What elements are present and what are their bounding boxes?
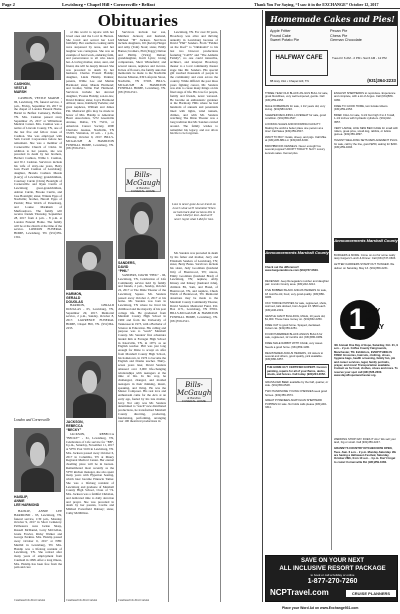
haislip-caption: HAISLIP, ANNIE LEE HARMOND <box>14 495 40 507</box>
page-footer <box>0 604 400 614</box>
page-header <box>0 0 400 9</box>
bakery-ad-phone: (931)364-2233 <box>367 78 396 83</box>
day-of-hope-text: 4th Annual One Day of Hope, Saturday, Oct. 21, 9 a.m. - 2 p.m. Coffee County Fairgrounds, Manchester, TN. Exhibitors, EVERYTHING IS FREE! Groceries, haircuts, clothing, shoes, hygiene bags, health screening, family fun, job and career services, legal, family portraits, prayer, and more! Transportation available. Contact us for food, clothes, shoes and more. To reserve your spot call (931)728-2330. www.dayofhopemanchester.org. <box>334 344 398 378</box>
haislip-obituary-continued: of this world to rejoice with her loved ones and the Lord in Heaven. She loved and served her Lord faithfully. Her southern cooking skills were surpassed by none, and her laughter was contagious. She was an example of hard work, enduring faith, and perseverance to all who knew her. A loving mother, sister, aunt, and friend, she will be deeply missed. She was preceded in death by her husband, Charles Everett Haislip; daughter, Linda Haislip Perkins; parents, Willie Lee and Mamie Harmond; sister, Maude Harmond; and brother, Willie Earl Harmond. Survivors include her devoted daughter, Yvonne Haislip; son-in-law, David Perkins; sister, Joyce Harmond Allison; niece, Kimberly Perkins; and great nephews, William and James Pitt. Memorial gifts may be made in honor of Mrs. Haislip to American Heart Association, 7272 Greenville Avenue, Dallas, TX 75231, or American Cancer Society, 2000 Charlotte Avenue, Nashville, TN 37203. Visitation, 10 a.m. - 1 p.m., Monday, October 9, 2017. BILLS-MCGAUGH & HAMILTON FUNERAL HOME, Lewisburg, TN. (931)359-2521. <box>66 31 114 151</box>
cruise-ad-site: NCPTravel.com <box>270 588 329 597</box>
bakery-ad <box>265 11 398 86</box>
jackson-photo <box>66 356 113 418</box>
classifieds-left-1: THREE YEAR OLD BLACK AN-GUS BULL for sale, great bloodlines, very well tempered, gentle. Call (931)359-2453. MALE DOBERMAN for sale, 1 1/2 years old, very loving. (931)580-0293. SLEEPER RECLINING LOVESEAT for sale, good condition. (931)359-2547. LOOKING SALES AND ROOMING FACILITY. Making the world a better place one person at a time! Call Sales (931)359-0547. WANT TO BUY: Goats, sheep, and pigs. Call Mike at (931)205-8811 or (931)993-3200. BIRCHBROOK KENNELS. Never enough! Ice several puppies? ADOPT TODAY!!! SLCY Luxury kennels sales. Kennel plus. <box>265 92 329 155</box>
publication-name: Lewisburg • Chapel Hill • Cornersville • Belfast <box>62 2 155 7</box>
cruise-ad <box>265 555 398 602</box>
sanders-survivors-text: Mr. Sanders was preceded in death by his father and mother, Jerry and Elizabeth Sanders of Lewisburg, TN; sister, Betty Bates. Survivors include his sister, Judy Goodman (husband Jim) of Brentwood, TN; nieces, Emily Goodman (husband Brad) of Lewisburg, TN; nephew, Abby Kinsey and Kinsey (husband John), children Eli, Sam, and Hazel, of Brentwood, TN, and nephew, Chuck Welch of Brentwood, TN. Memorial donations may be made to the Marshall County Community Theater, David Sanders Memorial Fund, P.O. Box 1171, Lewisburg, TN 37091. BILLS-MCGAUGH & HAMILTON FUNERAL HOME, Lewisburg, TN. (931)359-2521. <box>170 252 218 323</box>
announcements-banner-2: Announcements Marshall County <box>334 238 398 251</box>
column-divider <box>220 30 221 602</box>
cashion-photo <box>14 32 61 80</box>
haislip-photo <box>14 428 61 492</box>
classifieds-right-2: BURGERS & MORE. Come on out for some really tasty burgers! Lunch & Dinner. Call (931)737-0603. LETTER CARRIERS STAMP OUT HUNGER. We deliver on Saturday, May 13. (931)359-2231. <box>334 254 397 270</box>
column-divider <box>116 30 117 602</box>
column-signature: London and Cornersville <box>14 418 51 422</box>
funeral-home-logo: Bills-McGaugh & Hamilton FUNERAL HOME <box>125 168 161 192</box>
jackson-caption: JACKSON, REBECCA “BECKY” <box>66 420 84 432</box>
cashion-caption: CASHION, VESTLE MARSH <box>14 82 31 94</box>
harmon-photo <box>66 241 113 290</box>
continued-note-2: Continued On Next Column <box>66 599 98 602</box>
sanders-obituary-continued: Lewisburg, TN. For over 30 years, Broadway was alive and thriving annually in Lewisburg because of David “Phil” Sanders. From “Fiddler on the Roof” to “Oklahoma” to his last two blowout productions featuring “CATS” and “The Addams Family”, no one could transcribe, architect, and interpret Broadway theater to a local community theater stage like Mr. Sanders. His special gift touched thousands of people in the community and even across the country. While difficult the past three years fighting cancer, Mr. Sanders was able to create many things on his final stage of life. His love for people, family and friends, never wavered. He became an enthusiastic gardener at the Harmony Hills where he had hundreds of annuals and perennials lined with lights, wind tunnels, chimes, and with Mr. Sanders watching The Dixie Theater was a long tradition that Mr. Sanders carried around. The family wishes to remember his legacy, and not allow his life to be forgotten. <box>170 31 218 136</box>
sanders-photo <box>118 197 165 259</box>
column-divider <box>168 30 169 602</box>
footer-text: Place your Word Ad on www.Exchange931.com <box>282 606 359 610</box>
cruise-planners-logo: CRUISE PLANNERS <box>346 590 396 597</box>
bakery-ad-items: Apple Fritter Pecan Pie Pound Cake Chess Pie Sweet Potato Pie German Chocolate <box>270 29 362 43</box>
jackson-obituary-text: JACKSON, REBECCA “BECKY” - 61, Lewisburg, TN, Celebration of Life service for “BB”, 6 p.m., Saturday, November 11, 2017 at VFW Post 5109 in Lewisburg, TN. Mrs. Jackson passed away October 6, 2017 in Columbia, TN at Maury Regional Medical Center. Her eternal dwelling place will be in heaven. Remembered most recently as the VFW kitchen manager, she also spent many years with Hyperion Seating, which later became Pinnacle Tamer. She was a lifelong resident of Lewisburg and graduate of Marshall County High School, Class of '74. Mrs. Jackson was a faithful Christian, and dedicated time to daily devotion and prayer. She was preceded in death by her parents, Cordie and Mildred Porterfield Dabney; sister, Cathy McMillion. <box>66 433 114 515</box>
cruise-ad-line3: to book or call a holiday or online <box>310 573 355 577</box>
cruise-ad-line1: SAVE ON YOUR NEXT <box>300 558 365 564</box>
continued-note-1: Continued On Next Column <box>14 599 46 602</box>
bakery-ad-title: Homemade Cakes and Pies! <box>266 12 398 26</box>
classifieds-right-3: WEDDING SHOP DAY DOES IT ALL! We sell your land, big or small. Call (931)359-0247. GRANNY'S COUNTRY KITCHEN NOW OPEN, Tues.-Sun. 6 a.m. - 2 p.m. Monday-Saturday. We are having a Halloween Festival, Saturday, October 28th, from 10 a.m. - 4 p.m. Don't forget to come! Cornersville Rd. (931)359-1080. <box>334 438 397 464</box>
column-divider <box>64 30 65 602</box>
bakery-ad-address: 88 Hwy 31A • Chapel Hill, TN <box>270 79 309 83</box>
jackson-obituary-continued: Survivors include her son, Matthew Jackson; and husband, Michael “B” Jackson. Survivors include daughters, Jill (Kevin) Harger and Amy (Tom) Stout; sister, Emily Barnes; brothers, Phil (Peggy) Dalton and Phillip (Vicky) Dalton; granddaughter, Karli Lynn; loving companions, Sheri Winnefield; and several nieces, nephews and in-laws. In lieu of flowers, the family asks that memorials be made to the Nashville Rescue Mission, 639 Lafayette Street, Nashville, TN 37203. BILLS-MCGAUGH & HAMILTON FUNERAL HOME, Lewisburg, TN. (931)359-2521. <box>118 31 166 94</box>
cruise-ad-phone: 1-877-270-7260 <box>307 578 358 585</box>
day-of-play-number: 1 <box>348 303 366 336</box>
cruise-ad-line2: ALL INCLUSIVE RESORT PACKAGE <box>279 565 386 572</box>
classifieds-right-1: ENGLISH SHEPHERDS to reproduce. Experience and complete, with a lot of Angus. Call (931)580-0280. FREE TO GOOD HOME, two female kittens. (931)359-2253. BRIEF CALL for sale, 3-1/2 foot high 3 to 4 ft stall, 1-1/2 inches with hydraulic cylinders. (931)422-3557. VERY LARGE, LIKE NEW BED CAGE for small with rollers, great price, small dog, rabbits, or fellow guinea. (931)359-2897. HAVANT WELLDING SETS REPLACEMENT PLUG for sale, call by the line, good $250, asking for $200. (931)359-0293. <box>334 92 398 149</box>
harmon-caption: HARMON, GERALD DOUGLAS <box>66 292 83 304</box>
page-number: Page 2 <box>2 2 15 7</box>
classifieds-divider <box>331 90 332 550</box>
sanders-poem: Love is never gone As we travel on Love's what we'll remember When we look back And we know this is what I did for love. And we'll never regret what I did for love. <box>172 203 216 221</box>
sanders-obituary-text: SANDERS, DAVID “PHIL” - 66, Lewisburg, TN, Celebration of Life Community service held by family and friends, 2 p.m., Sunday, October 22, 2017 at The Dixie Theater of the Lewisburg Square. Mr. Sanders passed away October 2, 2017 at his home. Mr. Sanders was born in Lewisburg, TN where he lived his childhood and the majority of his post college life. He graduated from Marshall County High School in 1969 and from the University of Tennessee in 1973, with a Bachelor of Science in Education. His calling and purpose was to “teach” Marshall County. Mr. Sanders' first adventure landed him at Farragut High School in Knoxville, TN, in 1973, as an English teacher. Phil was just long enough for Dixie to accept an offer from Marshall County High School, his hometown, in 1976 to become the English and Drama teacher. Thirty-seven years later, David Sanders amassed over 3,000 life-changing relationships with teenagers at the time of life. In his way, he challenged, changed, and molded teenagers in their thinking, music, speaking, and living. He was the Master Composer. His real love and enthusiasm came for the Arts at an early age, fueled by his late mother, Jerry. Not only was Mr. Sanders determined to “teach” new distributed productions, he transformed Marshall County directing, producing, fundraising, performing, arranging over 100 theatrical productions in <box>118 274 166 424</box>
day-of-play-text-logo: DAY of PLAY <box>366 308 385 331</box>
sanders-caption: SANDERS, DAVID “PHIL” <box>118 261 136 273</box>
section-divider <box>262 10 263 602</box>
announcements-text: Check out the difference!! www.burgerandmore.com (931)737-0603. <box>265 266 319 273</box>
halfway-cafe-logo: HALFWAY CAFE <box>270 50 328 76</box>
haislip-obituary-text: HAISLIP, ANNIE LEE HARMOND - 93, Lewisburg, TN, funeral service, 1:30 p.m., Monday, October 9, 2017 in Short Cemetery. Pallbearers were Jackie Sharp, Russell McDaniel, Larry McClellan, Jessie Fowler, Ricky Walker and George Perkins. Mrs. Haislip passed away October 6, 2017 at NHC Merihil in Lewisburg, TN. Mrs. Haislip was a lifelong resident of Lewisburg, TN. She retired after many years of employment from Caumsid in 1998. After a long illness, Mrs. Haislip has been free from the pain and care <box>14 510 62 570</box>
funeral-home-logo-2: Bills-McGaugh & Hamilton FUNERAL HOME <box>176 378 212 402</box>
header-tagline: Thank You For Saying, “I saw it in the EXCHANGE” October 12, 2017 <box>254 2 379 7</box>
obituaries-heading: Obituaries <box>97 11 179 30</box>
announcements-banner-1: Announcements Marshall County <box>265 250 329 263</box>
cashion-obituary-text: CASHION, VESTLE MARSH - 96, Lewisburg, TN, funeral service, 1 p.m., Friday, September 29, 2017 in the chapel of London Funeral Home. Burial in Belfast Cemetery, Belfast, TN. Mrs. Cashion passed away September 25, 2017 at Williamson Medical Center. Mrs. Cashion was a native of Lincoln County, TN, one of the last five and fellow Jones of Cashion. She was employed with Sam Carroll Corporation before her retirement. She was a member of Cornersville Church of Christ. In addition to her parents, she was preceded in death by her brothers, Herbert Cashion, Willie I. Cashion, and W.J. Cashion. Survivors include his wife of sixty-one years, Betty Jean Ewell Cashion of Lewisburg; daughter, Brenda Cashion Meade (Larry) of Lewisburg; grandchildren, Courtney Currin (Chris) Boatright of Cornersville and Ryan Currin of Lewisburg; great-grandchildren, Ashton Currin, Brooke Currin, and Jase Boatright; sister, Winnie Epps of Nashville; brother, Harold Epps of Parrish; Elise Welch of Petersburg, and Louise Markham of Murfreesboro. The family will receive friends Thursday, September 28, 2017 from 4 p.m. - 8 p.m. at London Funeral Home. The family will be at the church at the time of the service. LONDON FUNERAL HOME, Lewisburg, TN. (931)359-1561. <box>14 97 62 239</box>
continued-note-3: Continued On Next Column <box>118 599 150 602</box>
column-5-spacer <box>223 31 260 591</box>
harmon-obituary-text: HARMON, GERALD DOUGLAS - 65, Lewisburg, TN, September 29, 2017. Memorial service, 2 p.m., Sunday, October 8, 2017. LAWRENCE FUNERAL HOME, Chapel Hill, TN. (931)364-2233. <box>66 304 114 330</box>
day-of-play-logo <box>340 300 394 340</box>
bakery-ad-hours: Tues-Fri 6 AM - 2 PM • Sat 6 AM - 12 PM <box>332 56 387 60</box>
classifieds-left-2: RECEIVED: Jeep Renegade's number and daughter pair. Lincoln County area. (931)242-3212. FIVE BOBBED BLACK ANGUS HEIFERS for sale, 18 months old, bred, very good quality. (931)580-0295. CKC TORKIE PUPPIES for sale, registered, shots, wormed, tails docked, born August 23. $500 each. (931)446-2219. GENTLE GIANT BULLDOG, MALE, 10 years old, $1,000. These have money on. (931)652-2250. FREE CAT to good home. Spayed, declawed. Indoor cat. (931)359-2251. FOUR PUREBRED BLACK ANGUS BULLS for sale, registered, 12 months old. (931)580-0289. FREE MALE RABBIT WITH CAGE, very sweet. Needs a good home. (931)359-1180. REGISTERED ANGUS HEIFERS, 1/2 sisters to several and others, good quality, pick available. (931)580-3357. THE HOME GUY CERTIFIED EXPERT. Custom painting, repairs for all of your Barns, decks, sheds, and fences. Call today. (931)224-0052. GRASS-FED BEEF available by the half, quarter, or side. (931)359-0548. TWO HANDSOME YOUNG CHESSIES seek good homes. (931)359-0574. GREAT PYRENEES ANATOLIAN SHEPHERD PUPPIES for sale. No holds calls please (931)492-3311. <box>265 280 329 410</box>
